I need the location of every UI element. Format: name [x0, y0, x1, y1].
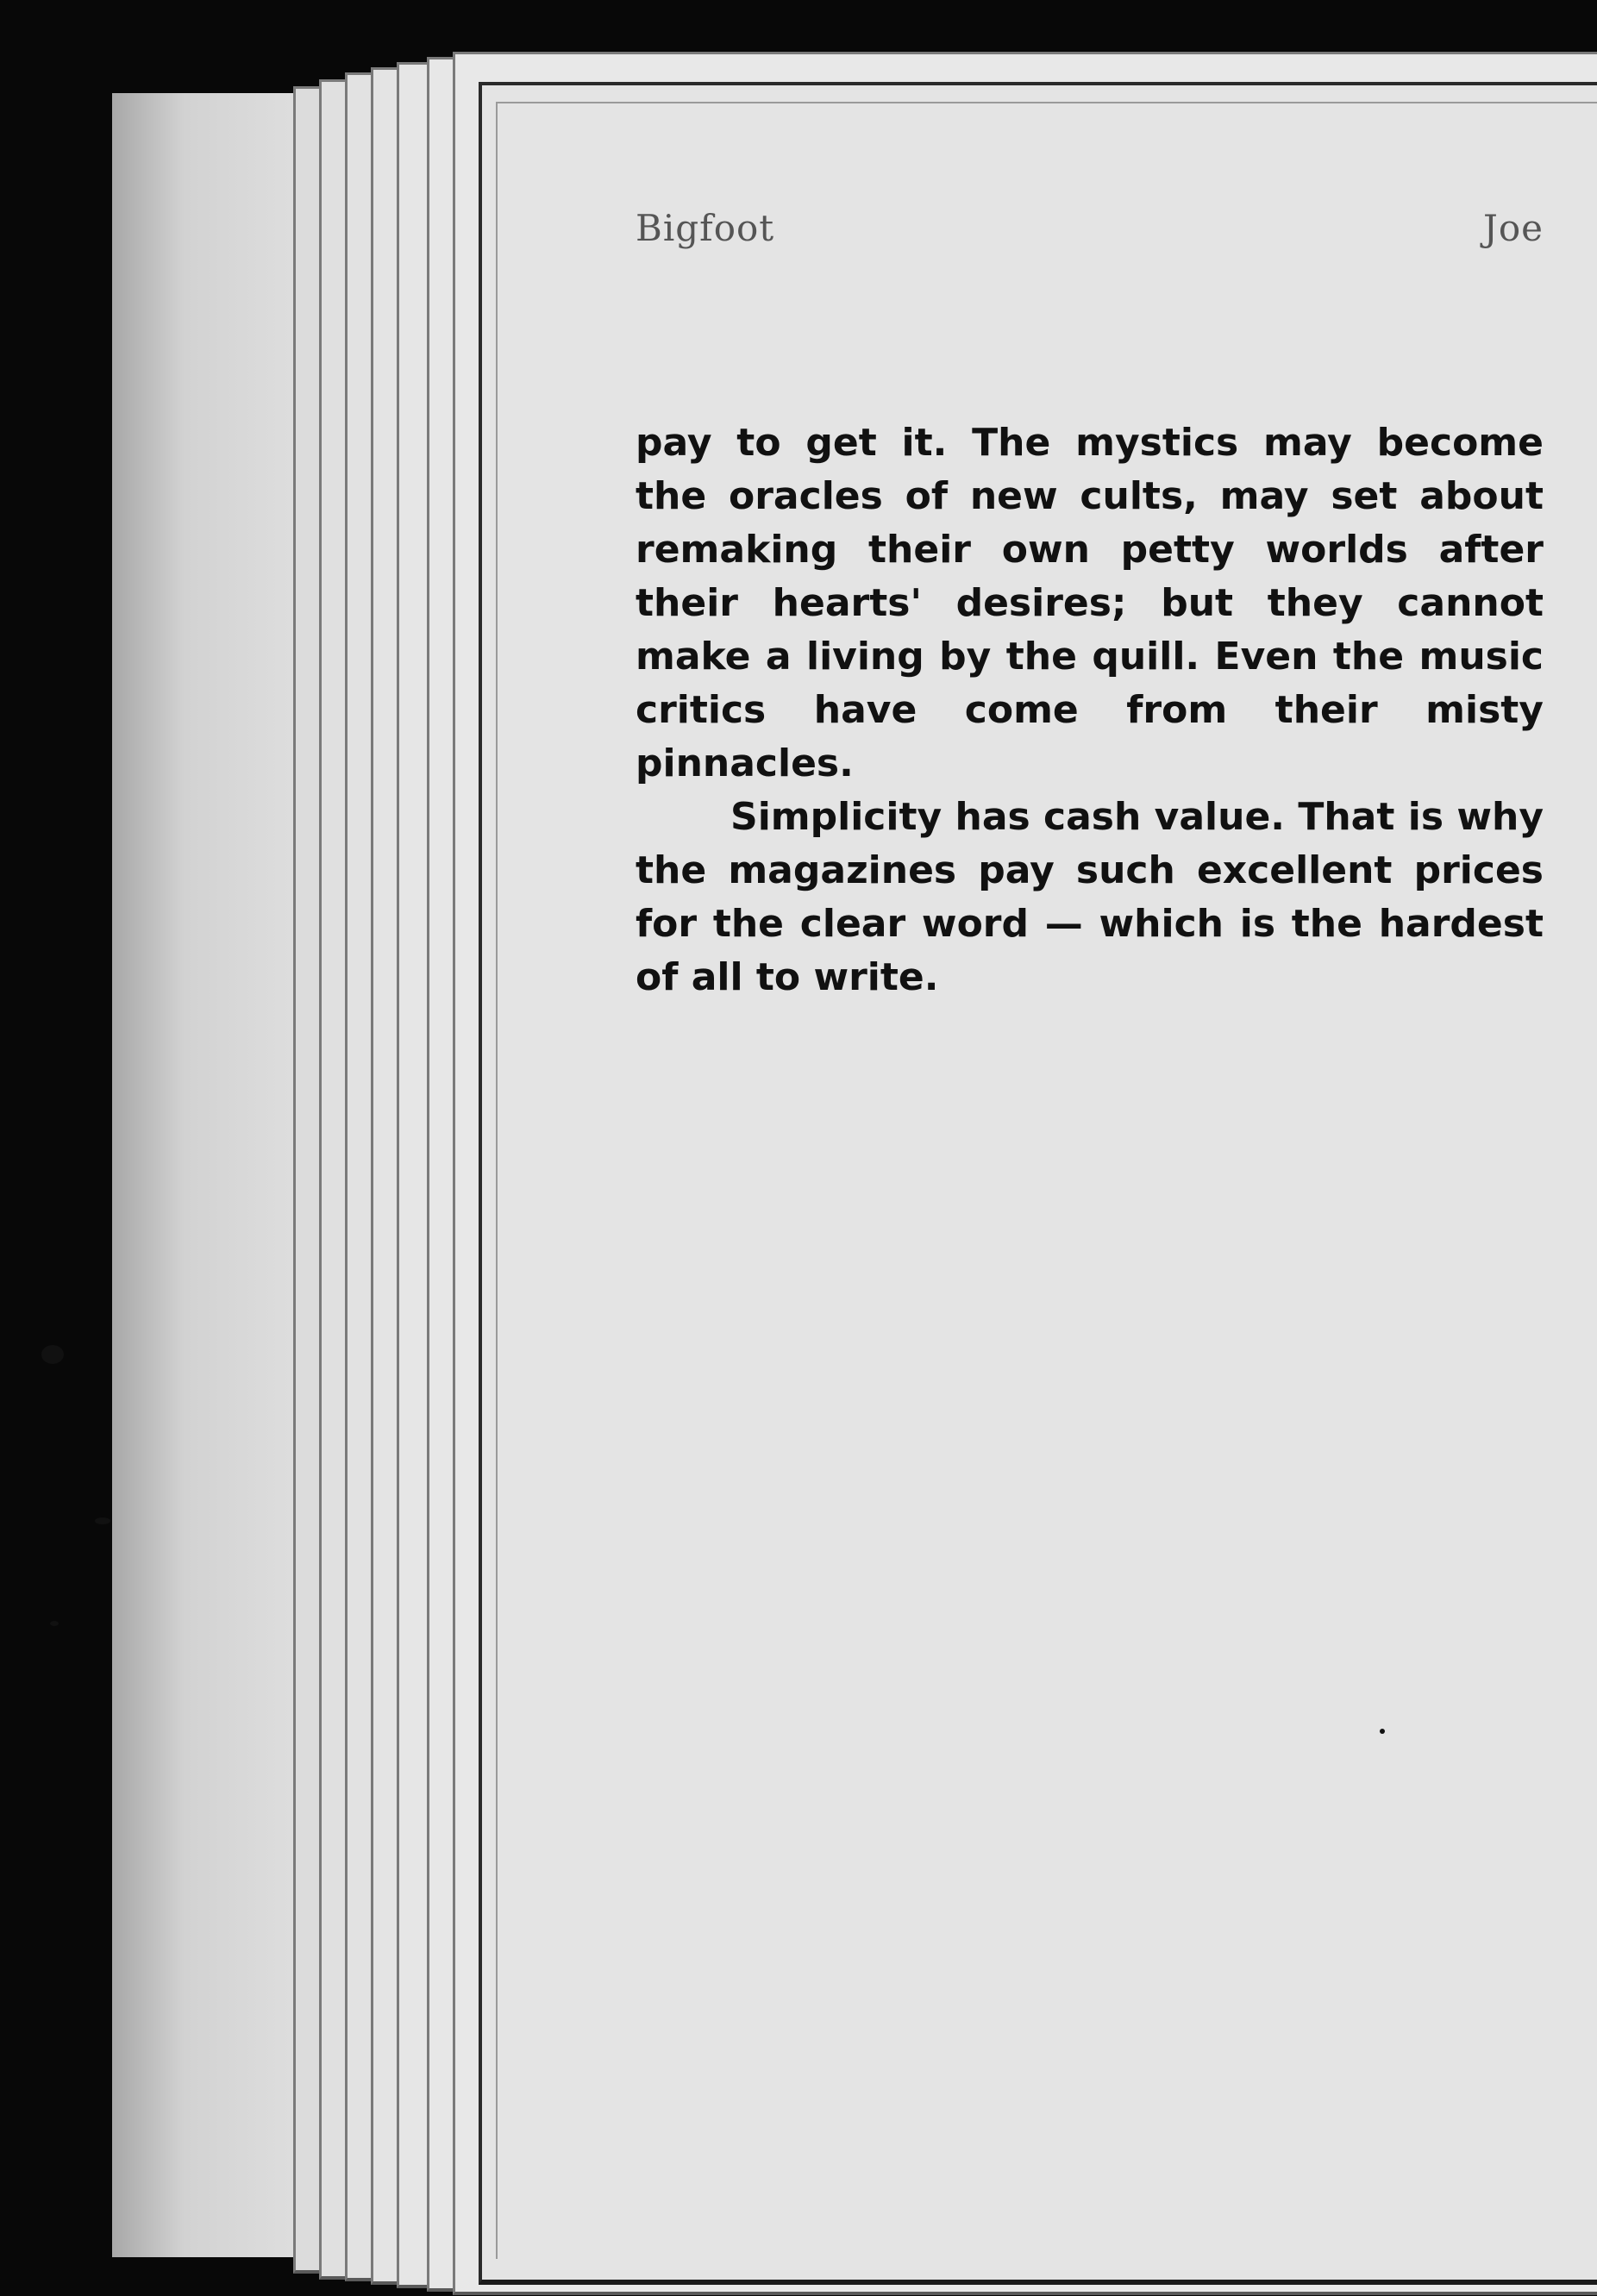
running-head	[636, 207, 1544, 259]
scan-speck	[1380, 1729, 1385, 1734]
paragraph: pay to get it. The mystics may become the oracles of new cults, may set about remaking their own petty worlds after their hearts' desires; but they cannot make a living by the quill. Even the music critics have come from their misty pinnacles.	[636, 421, 1544, 785]
scan-speck	[95, 1517, 110, 1524]
book-cover-edge	[112, 93, 319, 2257]
page-body-text	[636, 416, 1544, 1004]
running-head-author: Joe	[1483, 207, 1544, 249]
scan-speck	[50, 1621, 59, 1626]
paragraph: Simplicity has cash value. That is why the magazines pay such excellent prices for the clear word — which is the hardest of all to write.	[636, 795, 1544, 999]
scan-speck	[41, 1345, 64, 1364]
running-head-title: Bigfoot	[636, 207, 775, 249]
